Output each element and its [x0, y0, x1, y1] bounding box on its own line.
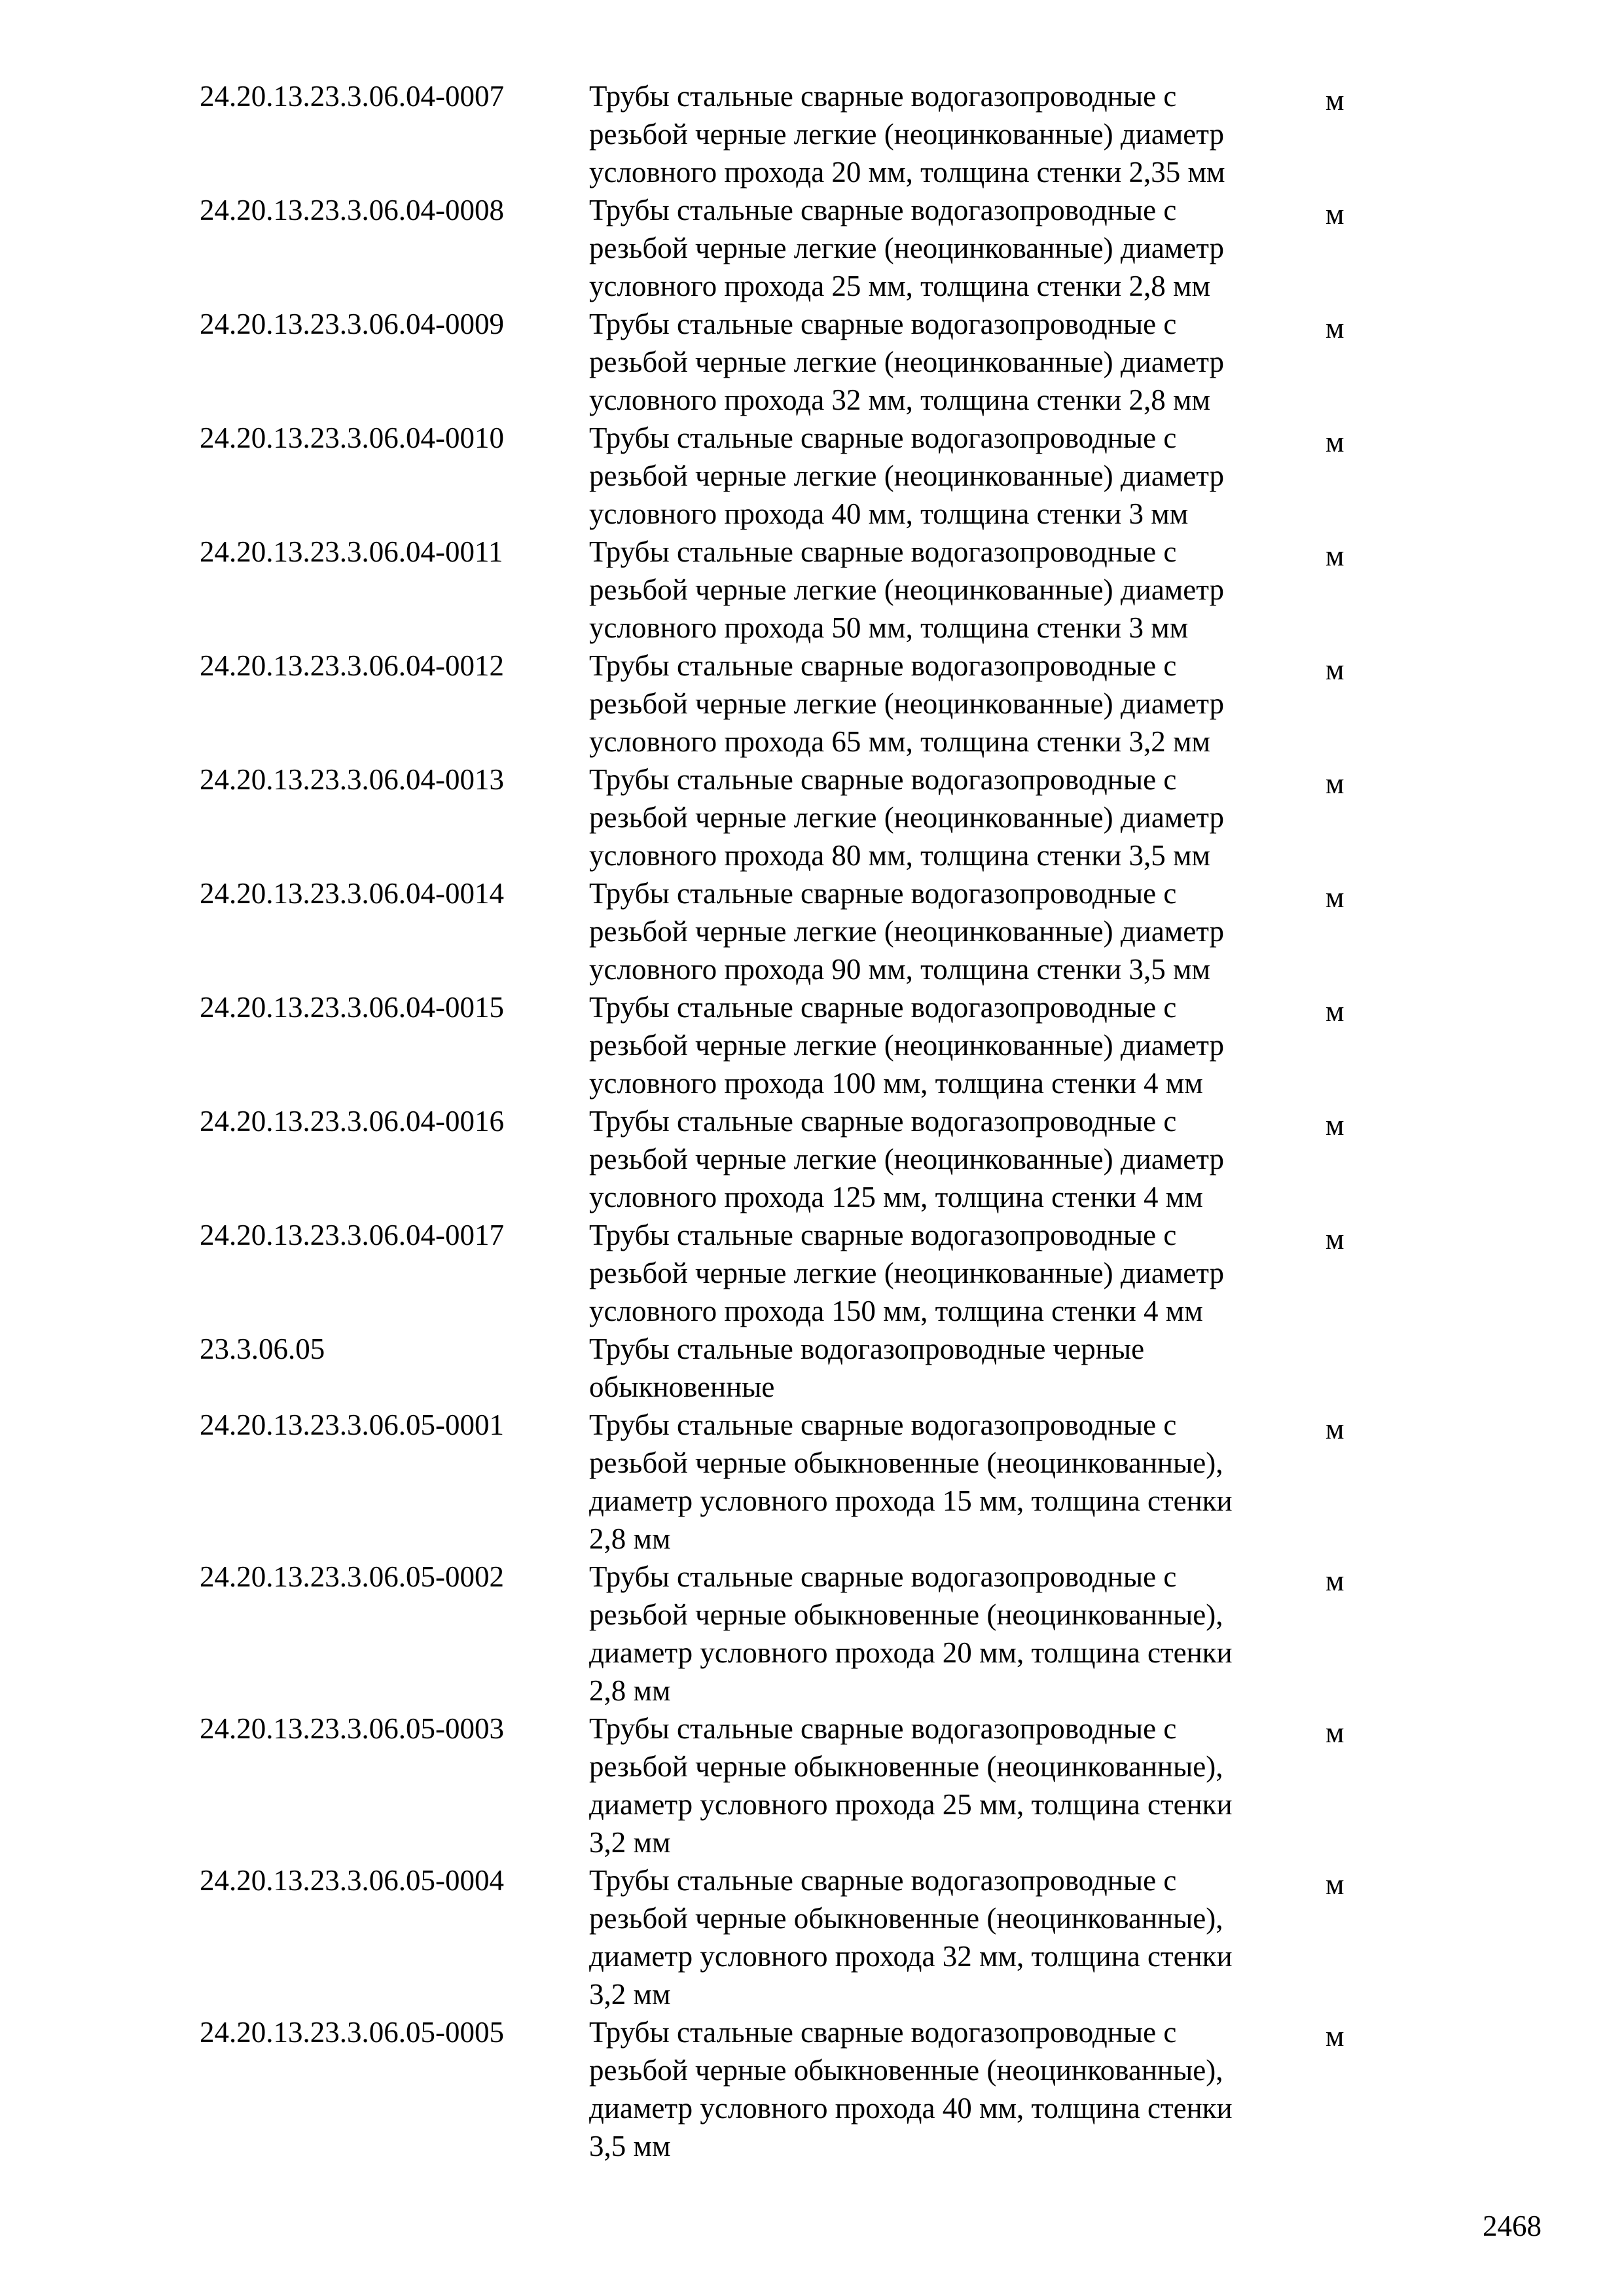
list-item — [200, 1406, 1443, 1558]
item-unit: м — [1326, 1223, 1344, 1255]
item-code: 24.20.13.23.3.06.04-0012 — [200, 649, 504, 682]
description-line: Трубы стальные сварные водогазопроводные с — [589, 649, 1177, 682]
description-line: резьбой черные легкие (неоцинкованные) диаметр — [589, 1143, 1224, 1175]
item-unit: м — [1326, 198, 1344, 230]
description-line: условного прохода 125 мм, толщина стенки 4 мм — [589, 1181, 1203, 1213]
item-unit: м — [1326, 539, 1344, 572]
description-line: резьбой черные легкие (неоцинкованные) диаметр — [589, 459, 1224, 492]
item-description — [589, 1861, 1326, 2013]
description-line: Трубы стальные сварные водогазопроводные с — [589, 1219, 1177, 1251]
description-line: резьбой черные обыкновенные (неоцинкованные), — [589, 1902, 1223, 1935]
item-unit: м — [1326, 1868, 1344, 1901]
list-item — [200, 761, 1443, 874]
description-line: Трубы стальные сварные водогазопроводные с — [589, 194, 1177, 226]
description-line: резьбой черные легкие (неоцинкованные) диаметр — [589, 1257, 1224, 1289]
item-code: 24.20.13.23.3.06.05-0004 — [200, 1864, 504, 1897]
item-description — [589, 191, 1326, 305]
item-unit — [1326, 1330, 1404, 1334]
item-description — [589, 1216, 1326, 1330]
item-description — [589, 305, 1326, 419]
item-code: 24.20.13.23.3.06.04-0017 — [200, 1219, 504, 1251]
description-line: Трубы стальные сварные водогазопроводные с — [589, 1712, 1177, 1745]
item-code: 23.3.06.05 — [200, 1333, 325, 1365]
description-line: условного прохода 50 мм, толщина стенки 3 мм — [589, 611, 1189, 644]
item-description — [589, 1102, 1326, 1216]
description-line: условного прохода 20 мм, толщина стенки 2,35 мм — [589, 156, 1225, 188]
description-line: 3,2 мм — [589, 1826, 671, 1859]
item-description — [589, 1406, 1326, 1558]
description-line: Трубы стальные сварные водогазопроводные с — [589, 1560, 1177, 1593]
description-line: резьбой черные обыкновенные (неоцинкованные), — [589, 1598, 1223, 1631]
item-code: 24.20.13.23.3.06.05-0002 — [200, 1560, 504, 1593]
description-line: 2,8 мм — [589, 1674, 671, 1707]
list-item — [200, 191, 1443, 305]
item-description — [589, 1330, 1326, 1406]
item-unit: м — [1326, 995, 1344, 1028]
description-line: обыкновенные — [589, 1371, 775, 1403]
description-line: резьбой черные легкие (неоцинкованные) диаметр — [589, 1029, 1224, 1062]
description-line: резьбой черные обыкновенные (неоцинкованные), — [589, 2054, 1223, 2087]
list-item — [200, 1861, 1443, 2013]
description-line: резьбой черные легкие (неоцинкованные) диаметр — [589, 346, 1224, 378]
description-line: диаметр условного прохода 40 мм, толщина стенки — [589, 2092, 1233, 2125]
list-item — [200, 874, 1443, 988]
description-line: резьбой черные легкие (неоцинкованные) диаметр — [589, 118, 1224, 151]
description-line: Трубы стальные сварные водогазопроводные с — [589, 877, 1177, 910]
description-line: Трубы стальные сварные водогазопроводные с — [589, 991, 1177, 1024]
list-item — [200, 1330, 1443, 1406]
description-line: Трубы стальные сварные водогазопроводные с — [589, 2016, 1177, 2049]
item-description — [589, 761, 1326, 874]
description-line: 3,2 мм — [589, 1978, 671, 2011]
item-description — [589, 647, 1326, 761]
item-unit: м — [1326, 767, 1344, 800]
item-description — [589, 533, 1326, 647]
item-description — [589, 2013, 1326, 2165]
item-code: 24.20.13.23.3.06.04-0008 — [200, 194, 504, 226]
list-item — [200, 1216, 1443, 1330]
description-line: диаметр условного прохода 15 мм, толщина стенки — [589, 1484, 1233, 1517]
list-item — [200, 533, 1443, 647]
page-number: 2468 — [1483, 2210, 1542, 2242]
item-description — [589, 1710, 1326, 1861]
item-code: 24.20.13.23.3.06.05-0003 — [200, 1712, 504, 1745]
description-line: диаметр условного прохода 25 мм, толщина стенки — [589, 1788, 1233, 1821]
list-item — [200, 988, 1443, 1102]
description-line: резьбой черные легкие (неоцинкованные) диаметр — [589, 915, 1224, 948]
description-line: Трубы стальные сварные водогазопроводные с — [589, 1864, 1177, 1897]
description-line: условного прохода 90 мм, толщина стенки 3,5 мм — [589, 953, 1210, 986]
description-line: резьбой черные обыкновенные (неоцинкованные), — [589, 1446, 1223, 1479]
description-line: резьбой черные легкие (неоцинкованные) диаметр — [589, 232, 1224, 264]
item-code: 24.20.13.23.3.06.04-0016 — [200, 1105, 504, 1138]
description-line: условного прохода 80 мм, толщина стенки 3,5 мм — [589, 839, 1210, 872]
description-line: резьбой черные легкие (неоцинкованные) диаметр — [589, 687, 1224, 720]
item-unit: м — [1326, 312, 1344, 344]
list-item — [200, 1710, 1443, 1861]
description-line: диаметр условного прохода 20 мм, толщина стенки — [589, 1636, 1233, 1669]
description-line: Трубы стальные сварные водогазопроводные с — [589, 763, 1177, 796]
item-description — [589, 1558, 1326, 1710]
description-line: Трубы стальные сварные водогазопроводные с — [589, 1408, 1177, 1441]
item-code: 24.20.13.23.3.06.04-0015 — [200, 991, 504, 1024]
item-unit: м — [1326, 1412, 1344, 1445]
list-item — [200, 1558, 1443, 1710]
description-line: условного прохода 32 мм, толщина стенки 2,8 мм — [589, 384, 1210, 416]
description-line: 3,5 мм — [589, 2130, 671, 2162]
description-line: Трубы стальные сварные водогазопроводные с — [589, 308, 1177, 340]
item-unit: м — [1326, 1564, 1344, 1597]
description-line: условного прохода 65 мм, толщина стенки 3,2 мм — [589, 725, 1210, 758]
list-item — [200, 1102, 1443, 1216]
description-line: диаметр условного прохода 32 мм, толщина стенки — [589, 1940, 1233, 1973]
description-line: условного прохода 25 мм, толщина стенки 2,8 мм — [589, 270, 1210, 302]
description-line: Трубы стальные сварные водогазопроводные с — [589, 422, 1177, 454]
item-unit: м — [1326, 2020, 1344, 2053]
item-code: 24.20.13.23.3.06.04-0007 — [200, 80, 504, 113]
description-line: Трубы стальные водогазопроводные черные — [589, 1333, 1145, 1365]
description-line: резьбой черные легкие (неоцинкованные) диаметр — [589, 801, 1224, 834]
description-line: условного прохода 100 мм, толщина стенки 4 мм — [589, 1067, 1203, 1100]
description-line: условного прохода 150 мм, толщина стенки 4 мм — [589, 1295, 1203, 1327]
item-code: 24.20.13.23.3.06.05-0005 — [200, 2016, 504, 2049]
list-item — [200, 419, 1443, 533]
list-item — [200, 2013, 1443, 2165]
description-line: 2,8 мм — [589, 1522, 671, 1555]
item-code: 24.20.13.23.3.06.04-0014 — [200, 877, 504, 910]
item-unit: м — [1326, 425, 1344, 458]
item-description — [589, 77, 1326, 191]
description-line: Трубы стальные сварные водогазопроводные с — [589, 80, 1177, 113]
item-unit: м — [1326, 84, 1344, 117]
description-line: Трубы стальные сварные водогазопроводные с — [589, 1105, 1177, 1138]
description-line: резьбой черные легкие (неоцинкованные) диаметр — [589, 573, 1224, 606]
classifier-list — [200, 77, 1443, 2165]
item-code: 24.20.13.23.3.06.04-0009 — [200, 308, 504, 340]
item-description — [589, 874, 1326, 988]
item-description — [589, 988, 1326, 1102]
description-line: Трубы стальные сварные водогазопроводные с — [589, 535, 1177, 568]
item-code: 24.20.13.23.3.06.04-0010 — [200, 422, 504, 454]
item-unit: м — [1326, 881, 1344, 914]
item-unit: м — [1326, 653, 1344, 686]
item-unit: м — [1326, 1109, 1344, 1141]
description-line: резьбой черные обыкновенные (неоцинкованные), — [589, 1750, 1223, 1783]
list-item — [200, 77, 1443, 191]
list-item — [200, 305, 1443, 419]
item-code: 24.20.13.23.3.06.04-0013 — [200, 763, 504, 796]
list-item — [200, 647, 1443, 761]
item-unit: м — [1326, 1716, 1344, 1749]
description-line: условного прохода 40 мм, толщина стенки 3 мм — [589, 497, 1189, 530]
item-code: 24.20.13.23.3.06.05-0001 — [200, 1408, 504, 1441]
item-code: 24.20.13.23.3.06.04-0011 — [200, 535, 503, 568]
item-description — [589, 419, 1326, 533]
